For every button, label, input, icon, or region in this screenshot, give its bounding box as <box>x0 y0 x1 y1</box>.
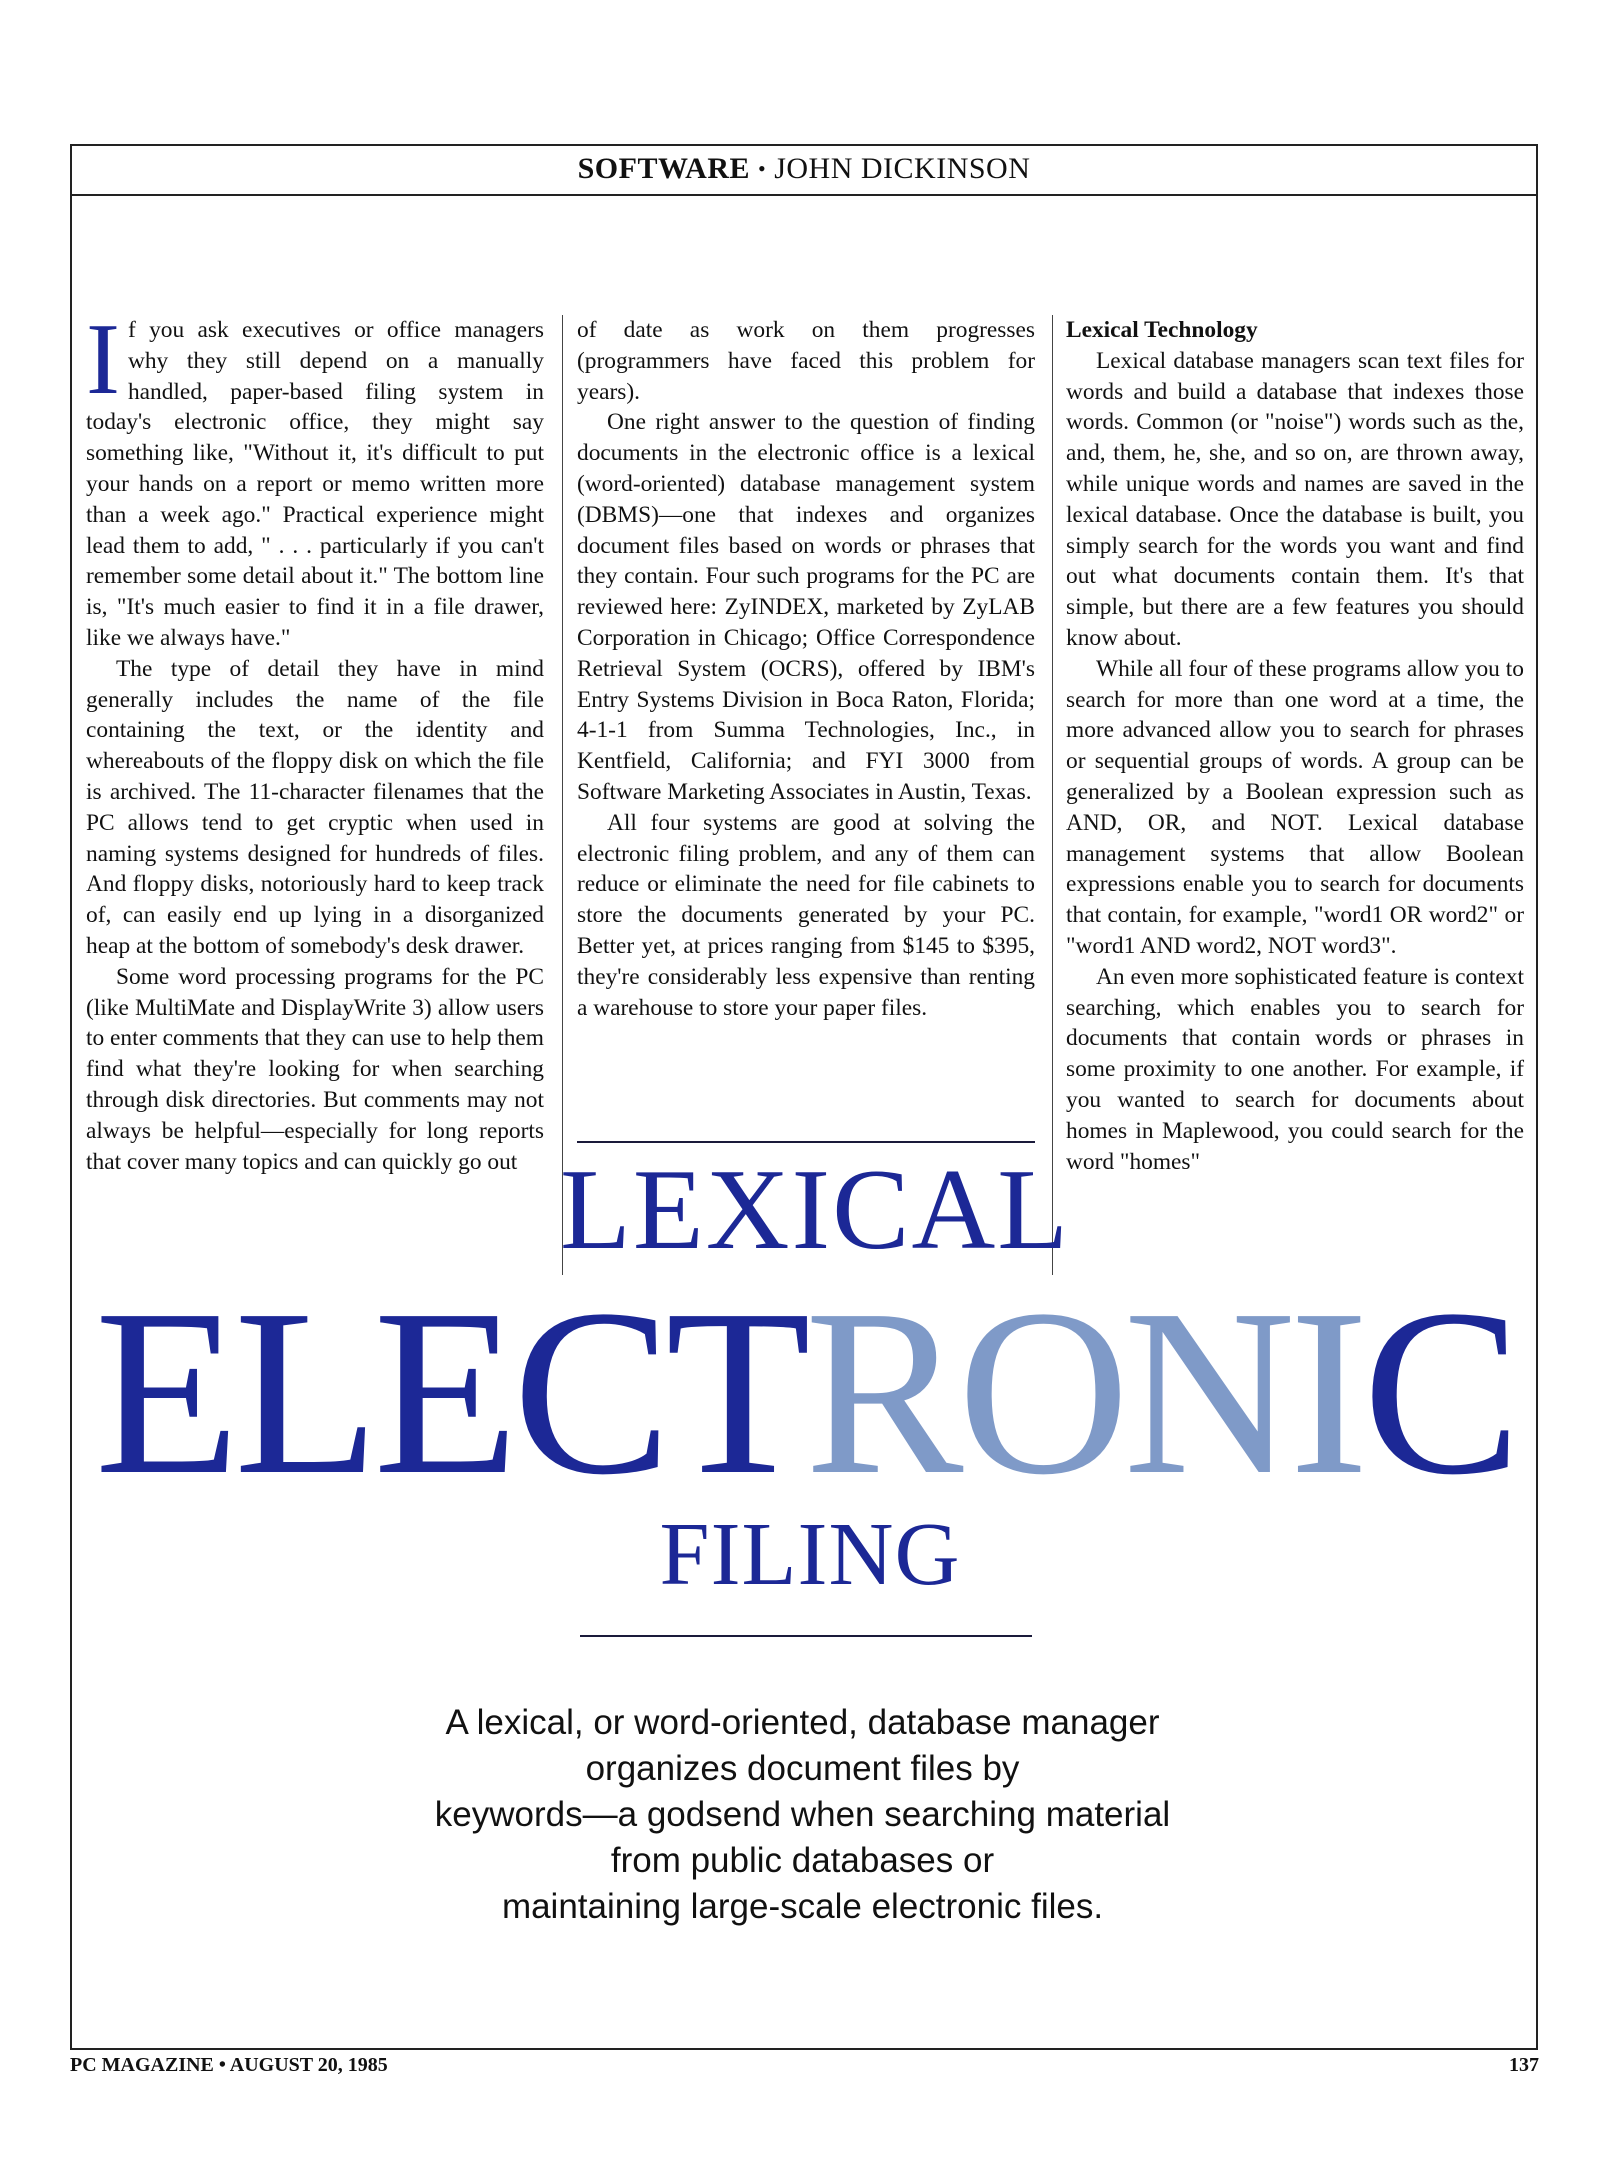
deck-line: A lexical, or word-oriented, database manager <box>445 1703 1160 1742</box>
article-column-3 <box>1066 315 1524 1177</box>
title-word-part: C <box>1362 1261 1516 1524</box>
deck-line: from public databases or <box>610 1841 995 1880</box>
paragraph: The type of detail they have in mind generally includes the name of the file containing the text, or the identity and whereabouts of the floppy disk on which the file is archived. The 11-character filenames that the PC allows tend to get cryptic when used in naming systems designed for hundreds of files. And floppy disks, notoriously hard to keep track of, can easily end up lying in a disorganized heap at the bottom of somebody's desk drawer. <box>86 655 544 959</box>
deck-subtitle <box>300 1700 1305 1930</box>
paragraph: of date as work on them progresses (programmers have faced this problem for years). <box>577 317 1035 405</box>
footer-publication: PC MAGAZINE • AUGUST 20, 1985 <box>70 2054 388 2076</box>
paragraph <box>86 303 544 654</box>
paragraph-text: f you ask executives or office managers why they still depend on a manually handled, paper-based filing system in today's electronic office, they might say something like, "Without it, it's difficult to put your hands on a report or memo written more than a week ago." Practical experience might lead them to add, " . . . particularly if you can't remember some detail about it." The bottom line is, "It's much easier to find it in a file drawer, like we always have." <box>86 317 544 651</box>
column-divider <box>1052 315 1053 1275</box>
deck-line: keywords—a godsend when searching material <box>434 1795 1171 1834</box>
title-rule-bottom <box>580 1635 1032 1637</box>
title-line-2 <box>60 1261 1550 1524</box>
article-column-1 <box>86 303 544 1177</box>
paragraph: All four systems are good at solving the electronic filing problem, and any of them can reduce or eliminate the need for file cabinets to store the documents generated by your PC. Better yet, at prices ranging from $145 to $395, they're considerably less expensive than renting a warehouse to store your paper files. <box>577 809 1035 1021</box>
title-word-part: ELECT <box>94 1261 805 1524</box>
section-header <box>70 144 1538 196</box>
subheading: Lexical Technology <box>1066 317 1258 343</box>
paragraph: An even more sophisticated feature is context searching, which enables you to search for documents that contain words or phrases in some proximity to one another. For example, if you wanted to search for documents about homes in Maplewood, you could search for the word "homes" <box>1066 963 1524 1175</box>
deck-line: organizes document files by <box>585 1749 1020 1788</box>
deck-line: maintaining large-scale electronic files. <box>501 1887 1104 1926</box>
title-rule-top <box>577 1141 1035 1143</box>
paragraph: While all four of these programs allow you to search for more than one word at a time, the more advanced allow you to search for phrases or sequential groups of words. A group can be generalized by a Boolean expression such as AND, OR, and NOT. Lexical database management systems that allow Boolean expressions enable you to search for documents that contain, for example, "word1 OR word2" or "word1 AND word2, NOT word3". <box>1066 655 1524 959</box>
department-label: SOFTWARE <box>577 152 750 185</box>
author-name: JOHN DICKINSON <box>774 152 1031 185</box>
drop-cap: I <box>86 303 120 416</box>
paragraph: Lexical database managers scan text files for words and build a database that indexes those words. Common (or "noise") words such as the, and, them, he, she, and so on, are thrown away, while unique words and names are saved in the lexical database. Once the database is built, you simply search for the words you want and find out what documents contain them. It's that simple, but there are a few features you should know about. <box>1066 347 1524 651</box>
header-separator: • <box>758 156 767 181</box>
column-divider <box>562 315 563 1275</box>
article-column-2 <box>577 315 1035 1023</box>
title-line-3: FILING <box>659 1505 961 1604</box>
title-line-1: LEXICAL <box>560 1146 1071 1274</box>
paragraph: Some word processing programs for the PC (like MultiMate and DisplayWrite 3) allow users to enter comments that they can use to help them find what they're looking for when searching through disk directories. But comments may not always be helpful—especially for long reports that cover many topics and can quickly go out <box>86 963 544 1175</box>
title-word-part: RONI <box>804 1261 1363 1524</box>
paragraph: One right answer to the question of finding documents in the electronic office is a lexical (word-oriented) database management system (DBMS)—one that indexes and organizes document files based on words or phrases that they contain. Four such programs for the PC are reviewed here: ZyINDEX, marketed by ZyLAB Corporation in Chicago; Office Correspondence Retrieval System (OCRS), offered by IBM's Entry Systems Division in Boca Raton, Florida; 4-1-1 from Summa Technologies, Inc., in Kentfield, California; and FYI 3000 from Software Marketing Associates in Austin, Texas. <box>577 409 1035 805</box>
page-number: 137 <box>1509 2054 1539 2076</box>
